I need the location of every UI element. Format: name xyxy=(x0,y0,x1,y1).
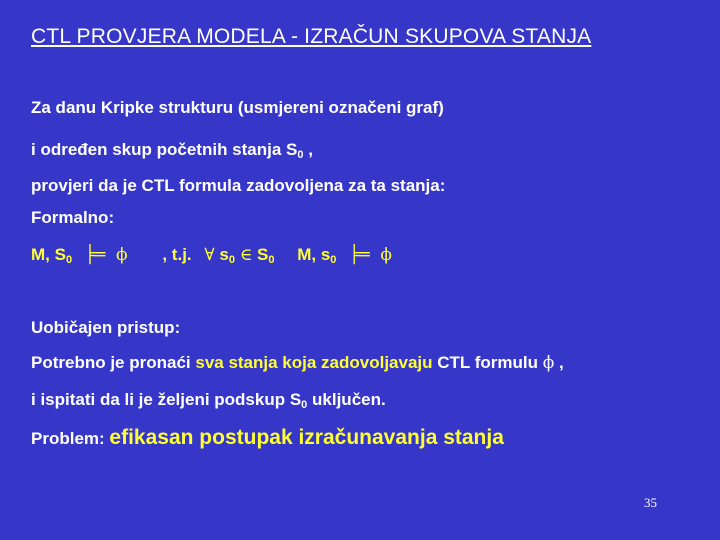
formal-label: Formalno: xyxy=(31,208,115,227)
problem-highlight: efikasan postupak izračunavanja stanja xyxy=(109,426,504,449)
intro-line-1: Za danu Kripke strukturu (usmjereni označeni graf) xyxy=(31,98,444,117)
approach-line-2 xyxy=(31,390,386,411)
intro-line-2-end: , xyxy=(303,140,313,159)
formula-m2: M, s xyxy=(297,245,331,264)
formula-sub: 0 xyxy=(65,254,73,266)
problem-line xyxy=(31,426,504,450)
formal-formula xyxy=(31,245,392,266)
phi-symbol: ϕ xyxy=(116,245,128,265)
approach-line-1 xyxy=(31,353,564,373)
approach-label: Uobičajen pristup: xyxy=(31,318,181,337)
formula-m-s: M, S xyxy=(31,245,66,264)
formula-S-sub: 0 xyxy=(268,254,275,266)
intro-line-3: provjeri da je CTL formula zadovoljena za ta stanja: xyxy=(31,176,446,195)
forall-symbol: ∀ xyxy=(204,245,215,265)
approach-text-end: , xyxy=(554,353,564,372)
formula-tj: , t.j. xyxy=(162,245,192,264)
element-of-symbol: ∈ xyxy=(239,245,253,265)
problem-label: Problem: xyxy=(31,429,110,448)
approach-text-pre: Potrebno je pronaći xyxy=(31,353,196,372)
subscript-0: 0 xyxy=(297,149,304,161)
approach-line-2-end: uključen. xyxy=(307,390,386,409)
formula-s-sub: 0 xyxy=(228,254,235,266)
intro-line-2 xyxy=(31,140,313,161)
page-number: 35 xyxy=(644,495,657,510)
formula-S: S xyxy=(257,245,269,264)
approach-highlight: sva stanja koja zadovoljavaju xyxy=(195,353,433,372)
formula-s: s xyxy=(219,245,229,264)
approach-line-2-text: i ispitati da li je željeni podskup S xyxy=(31,390,302,409)
models-symbol-2: ╞═ xyxy=(349,245,370,265)
approach-text-post: CTL formulu xyxy=(432,353,543,372)
subscript-0-b: 0 xyxy=(301,399,308,411)
phi-symbol-2: ϕ xyxy=(380,245,392,265)
intro-line-2-text: i određen skup početnih stanja S xyxy=(31,140,298,159)
models-symbol: ╞═ xyxy=(84,245,106,265)
slide-title: CTL PROVJERA MODELA - IZRAČUN SKUPOVA STANJA xyxy=(31,25,592,48)
phi-symbol-3: ϕ xyxy=(542,353,555,373)
formula-m2-sub: 0 xyxy=(330,254,337,266)
